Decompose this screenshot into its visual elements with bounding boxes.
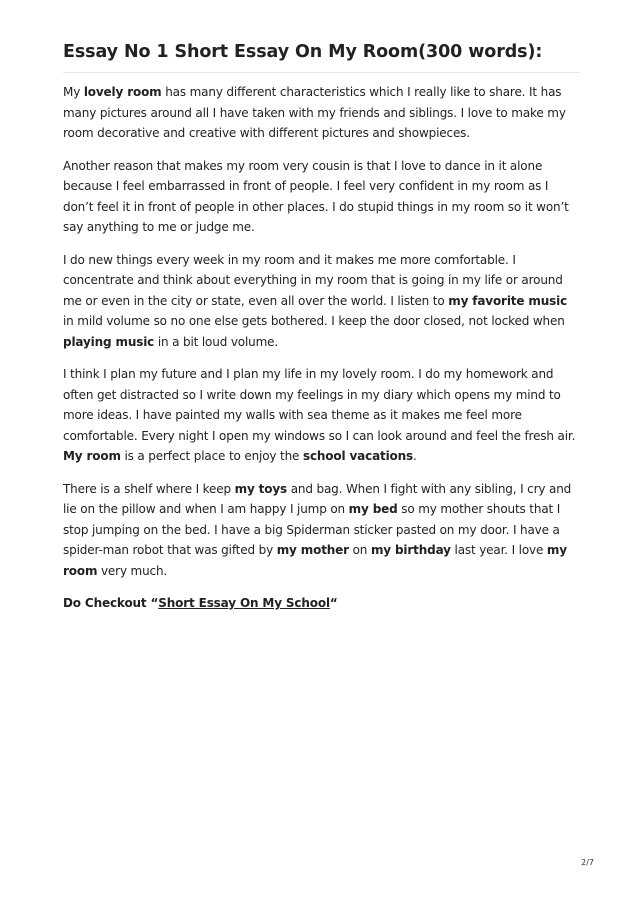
checkout-line (63, 593, 580, 614)
bold-phrase: school vacations (302, 449, 414, 463)
essay-paragraph (63, 82, 580, 144)
essay-title: Essay No 1 Short Essay On My Room(300 words): (63, 40, 580, 73)
paragraph-text: I think I plan my future and I plan my life in my lovely room. I do my homework and often get distracted so I write down my feelings in my diary which opens my mind to more ideas. I have painted my walls with sea theme as it makes me feel more comfortable. Every night I open my windows so I can look around and feel the fresh air. (63, 367, 576, 443)
bold-phrase: My room (63, 449, 121, 463)
checkout-suffix: “ (329, 596, 338, 610)
essay-paragraph (63, 156, 580, 238)
bold-phrase: playing music (63, 334, 155, 349)
bold-phrase: my birthday (370, 543, 451, 557)
paragraph-text: Another reason that makes my room very cousin is that I love to dance in it alone because I feel embarrassed in front of people. I feel very confident in my room as I don’t feel it in front of people in other places. I do stupid things in my room so it won’t say anything to me or judge me. (63, 158, 569, 234)
essay-body (63, 82, 580, 581)
paragraph-text: has many different characteristics which I really like to share. It has many pictures around all I have taken with my friends and siblings. I love to make my room decorative and creative with different pictures and showpieces. (63, 85, 566, 140)
bold-phrase: my toys (234, 481, 288, 496)
page-number: 2/7 (581, 858, 594, 867)
bold-phrase: my room (63, 543, 567, 578)
bold-phrase: my bed (348, 502, 398, 516)
paragraph-text: I do new things every week in my room and it makes me more comfortable. I concentrate and think about everything in my room that is going in my life or around me or even in the city or state, even all over the world. I listen to (63, 252, 563, 308)
paragraph-text: is a perfect place to enjoy the (120, 449, 303, 463)
bold-phrase: my mother (276, 543, 349, 557)
paragraph-text: on (348, 543, 371, 557)
essay-paragraph (63, 364, 580, 467)
bold-phrase: my favorite music (448, 293, 568, 308)
paragraph-text: in a bit loud volume. (154, 334, 279, 349)
paragraph-text: . (413, 449, 417, 463)
essay-paragraph (63, 250, 580, 353)
checkout-prefix: Do Checkout “ (63, 596, 159, 610)
paragraph-text: in mild volume so no one else gets bothered. I keep the door closed, not locked when (63, 314, 565, 328)
paragraph-text: and bag. When I fight with any sibling, I cry and lie on the pillow and when I am happy I jump on (63, 481, 572, 516)
paragraph-text: so my mother shouts that I stop jumping on the bed. I have a big Spiderman sticker pasted on my door. I have a spider-man robot that was gifted by (63, 502, 561, 557)
paragraph-text: last year. I love (450, 543, 547, 557)
document-page (63, 40, 580, 614)
paragraph-text: There is a shelf where I keep (63, 481, 235, 496)
bold-phrase: lovely room (83, 85, 162, 99)
short-essay-on-my-school-link[interactable]: Short Essay On My School (158, 596, 330, 610)
paragraph-text: very much. (97, 563, 168, 578)
paragraph-text: My (63, 85, 84, 99)
essay-paragraph (63, 479, 580, 582)
